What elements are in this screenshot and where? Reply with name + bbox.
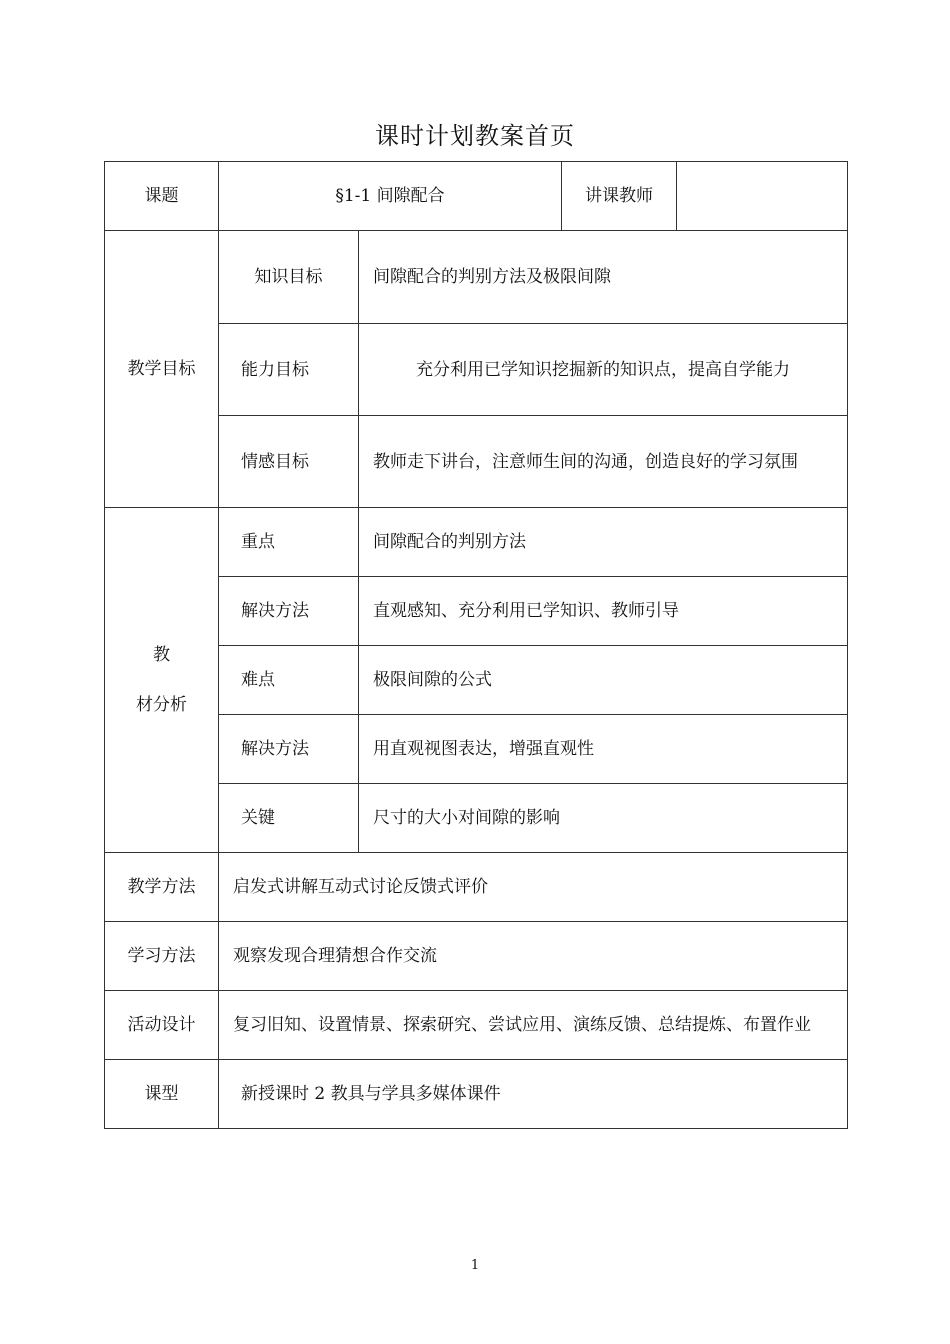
analysis-key-point-label: 重点 [219, 508, 359, 577]
analysis-difficulty-value: 极限间隙的公式 [359, 646, 848, 715]
analysis-solution-value: 直观感知、充分利用已学知识、教师引导 [359, 577, 848, 646]
teacher-value [677, 162, 848, 231]
analysis-solution2-label: 解决方法 [219, 715, 359, 784]
analysis-key-label: 关键 [219, 784, 359, 853]
page-number: 1 [470, 1258, 480, 1273]
lesson-plan-table [104, 161, 848, 1129]
objective-knowledge-label: 知识目标 [219, 231, 359, 324]
lesson-type-value: 新授课时 2 教具与学具多媒体课件 [219, 1060, 848, 1129]
teaching-method-value: 启发式讲解互动式讨论反馈式评价 [219, 853, 848, 922]
analysis-difficulty-label: 难点 [219, 646, 359, 715]
analysis-key-point-value: 间隙配合的判别方法 [359, 508, 848, 577]
learning-method-label: 学习方法 [105, 922, 219, 991]
objective-ability-value: 充分利用已学知识挖掘新的知识点，提高自学能力 [359, 324, 848, 416]
lesson-type-label: 课型 [105, 1060, 219, 1129]
learning-method-row [105, 922, 848, 991]
teacher-label: 讲课教师 [562, 162, 677, 231]
objective-row [105, 231, 848, 324]
objective-emotion-value: 教师走下讲台，注意师生间的沟通，创造良好的学习氛围 [359, 416, 848, 508]
topic-label: 课题 [105, 162, 219, 231]
topic-row [105, 162, 848, 231]
objective-knowledge-value: 间隙配合的判别方法及极限间隙 [359, 231, 848, 324]
objectives-label: 教学目标 [105, 231, 219, 508]
analysis-label-line2: 材分析 [136, 695, 187, 715]
activity-design-row [105, 991, 848, 1060]
topic-value: §1-1 间隙配合 [219, 162, 562, 231]
teaching-method-label: 教学方法 [105, 853, 219, 922]
activity-design-label: 活动设计 [105, 991, 219, 1060]
activity-design-value: 复习旧知、设置情景、探索研究、尝试应用、演练反馈、总结提炼、布置作业 [219, 991, 848, 1060]
analysis-row [105, 508, 848, 577]
lesson-type-row [105, 1060, 848, 1129]
analysis-solution-label: 解决方法 [219, 577, 359, 646]
objective-ability-label: 能力目标 [219, 324, 359, 416]
analysis-label [105, 508, 219, 853]
analysis-key-value: 尺寸的大小对间隙的影响 [359, 784, 848, 853]
teaching-method-row [105, 853, 848, 922]
learning-method-value: 观察发现合理猜想合作交流 [219, 922, 848, 991]
analysis-solution2-value: 用直观视图表达，增强直观性 [359, 715, 848, 784]
page-title: 课时计划教案首页 [375, 122, 575, 150]
objective-emotion-label: 情感目标 [219, 416, 359, 508]
analysis-label-line1: 教 [153, 645, 170, 665]
